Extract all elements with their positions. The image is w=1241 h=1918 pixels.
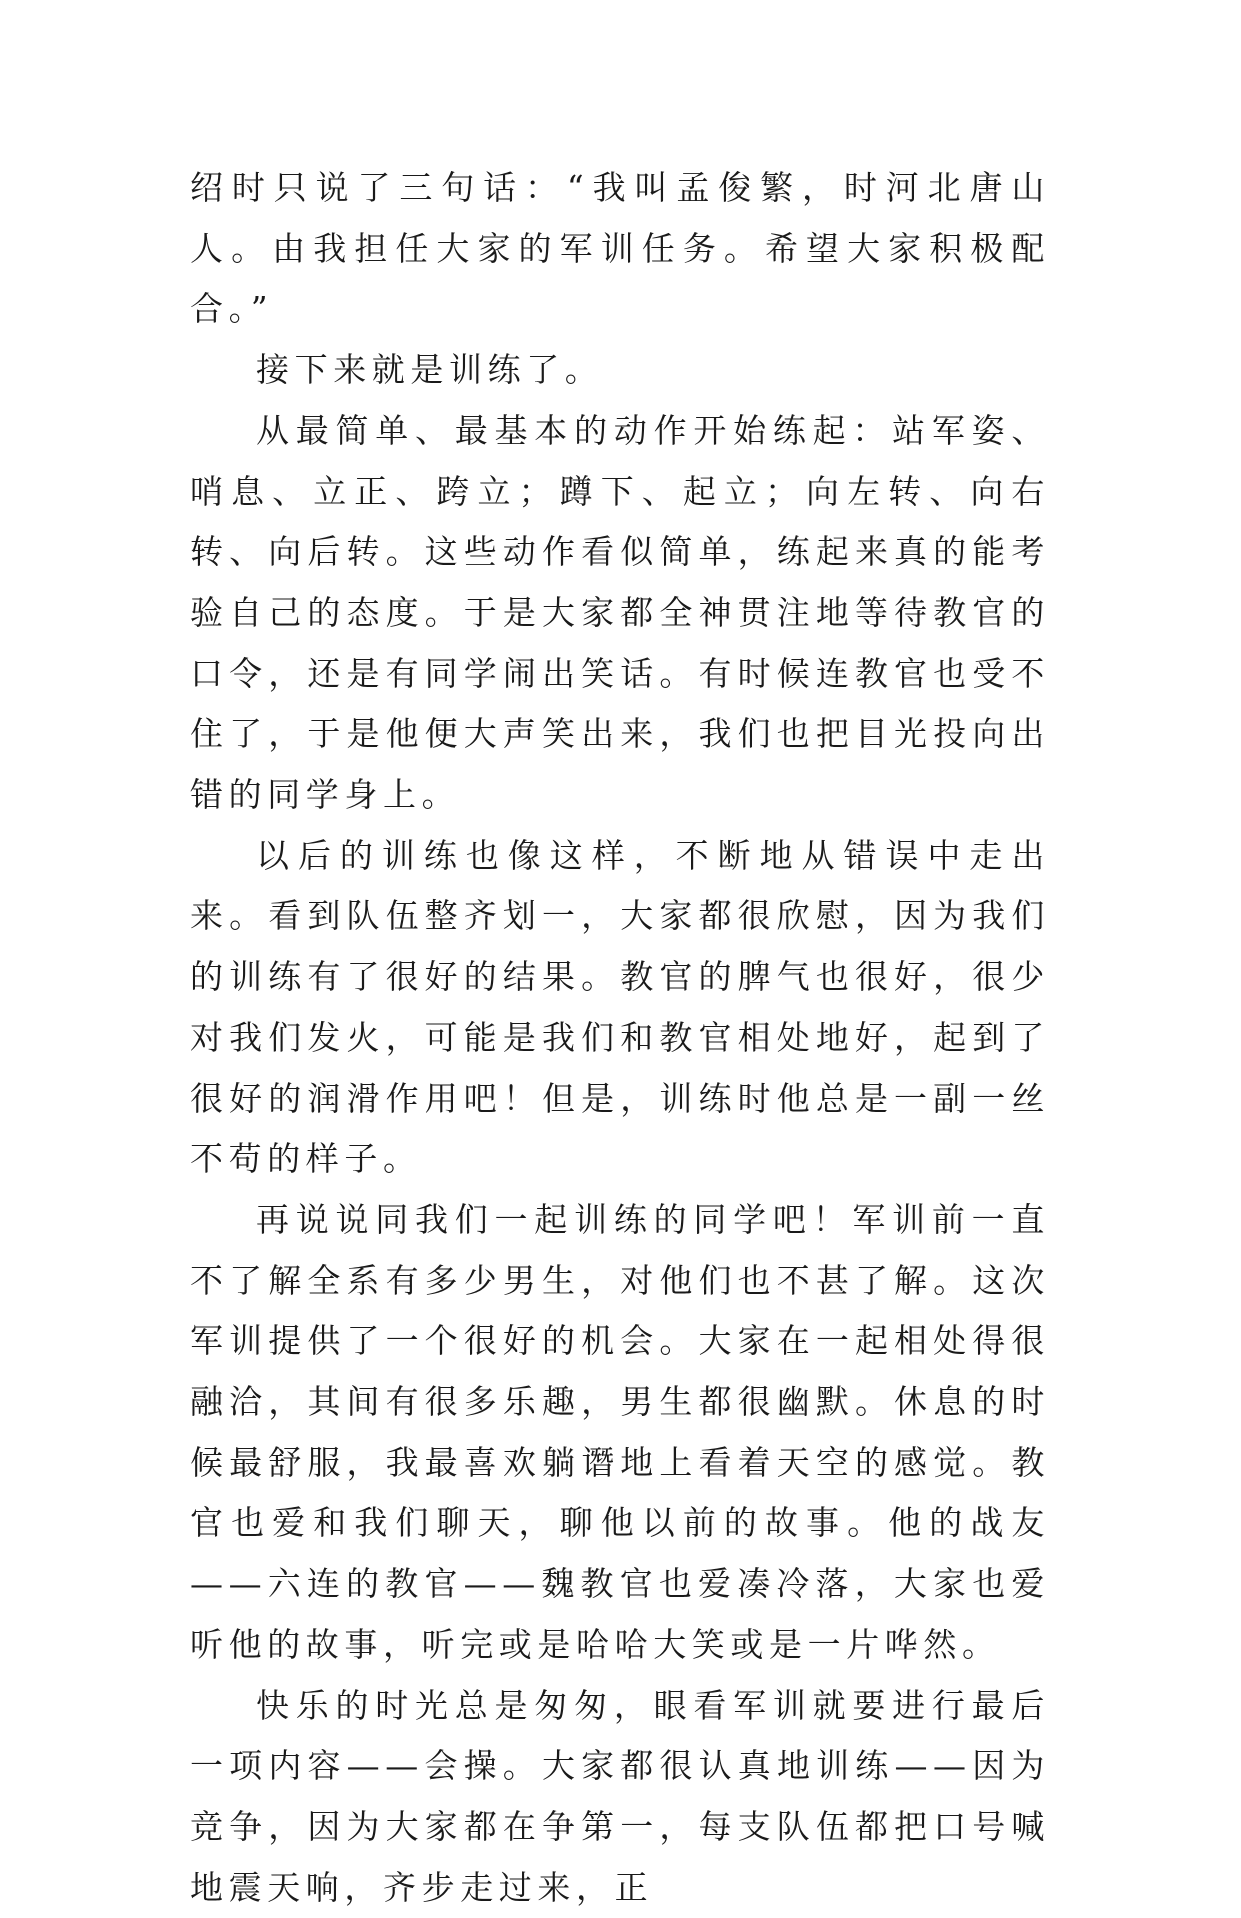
paragraph: 从最简单、最基本的动作开始练起：站军姿、哨息、立正、跨立；蹲下、起立；向左转、向右转、向后转。这些动作看似简单，练起来真的能考验自己的态度。于是大家都全神贯注地等待教官的口令，还是有同学闹出笑话。有时候连教官也受不住了，于是他便大声笑出来，我们也把目光投向出错的同学身上。: [190, 410, 1050, 815]
paragraph: 接下来就是训练了。: [256, 350, 604, 390]
paragraph: 快乐的时光总是匆匆，眼看军训就要进行最后一项内容——会操。大家都很认真地训练——因为竞争，因为大家都在争第一，每支队伍都把口号喊地震天响，齐步走过来，正: [190, 1685, 1050, 1907]
paragraph: 再说说同我们一起训练的同学吧！军训前一直不了解全系有多少男生，对他们也不甚了解。这次军训提供了一个很好的机会。大家在一起相处得很融洽，其间有很多乐趣，男生都很幽默。休息的时候最舒服，我最喜欢躺谮地上看着天空的感觉。教官也爱和我们聊天，聊他以前的故事。他的战友——六连的教官——魏教官也爱凑冷落，大家也爱听他的故事，听完或是哈哈大笑或是一片哗然。: [190, 1199, 1050, 1664]
paragraph: 绍时只说了三句话：“我叫孟俊繁，时河北唐山人。由我担任大家的军训任务。希望大家积极配合。”: [190, 168, 1050, 329]
document-body: [190, 158, 1050, 1918]
paragraph: 以后的训练也像这样，不断地从错误中走出来。看到队伍整齐划一，大家都很欣慰，因为我们的训练有了很好的结果。教官的脾气也很好，很少对我们发火，可能是我们和教官相处地好，起到了很好的润滑作用吧！但是，训练时他总是一副一丝不苟的样子。: [190, 835, 1050, 1179]
